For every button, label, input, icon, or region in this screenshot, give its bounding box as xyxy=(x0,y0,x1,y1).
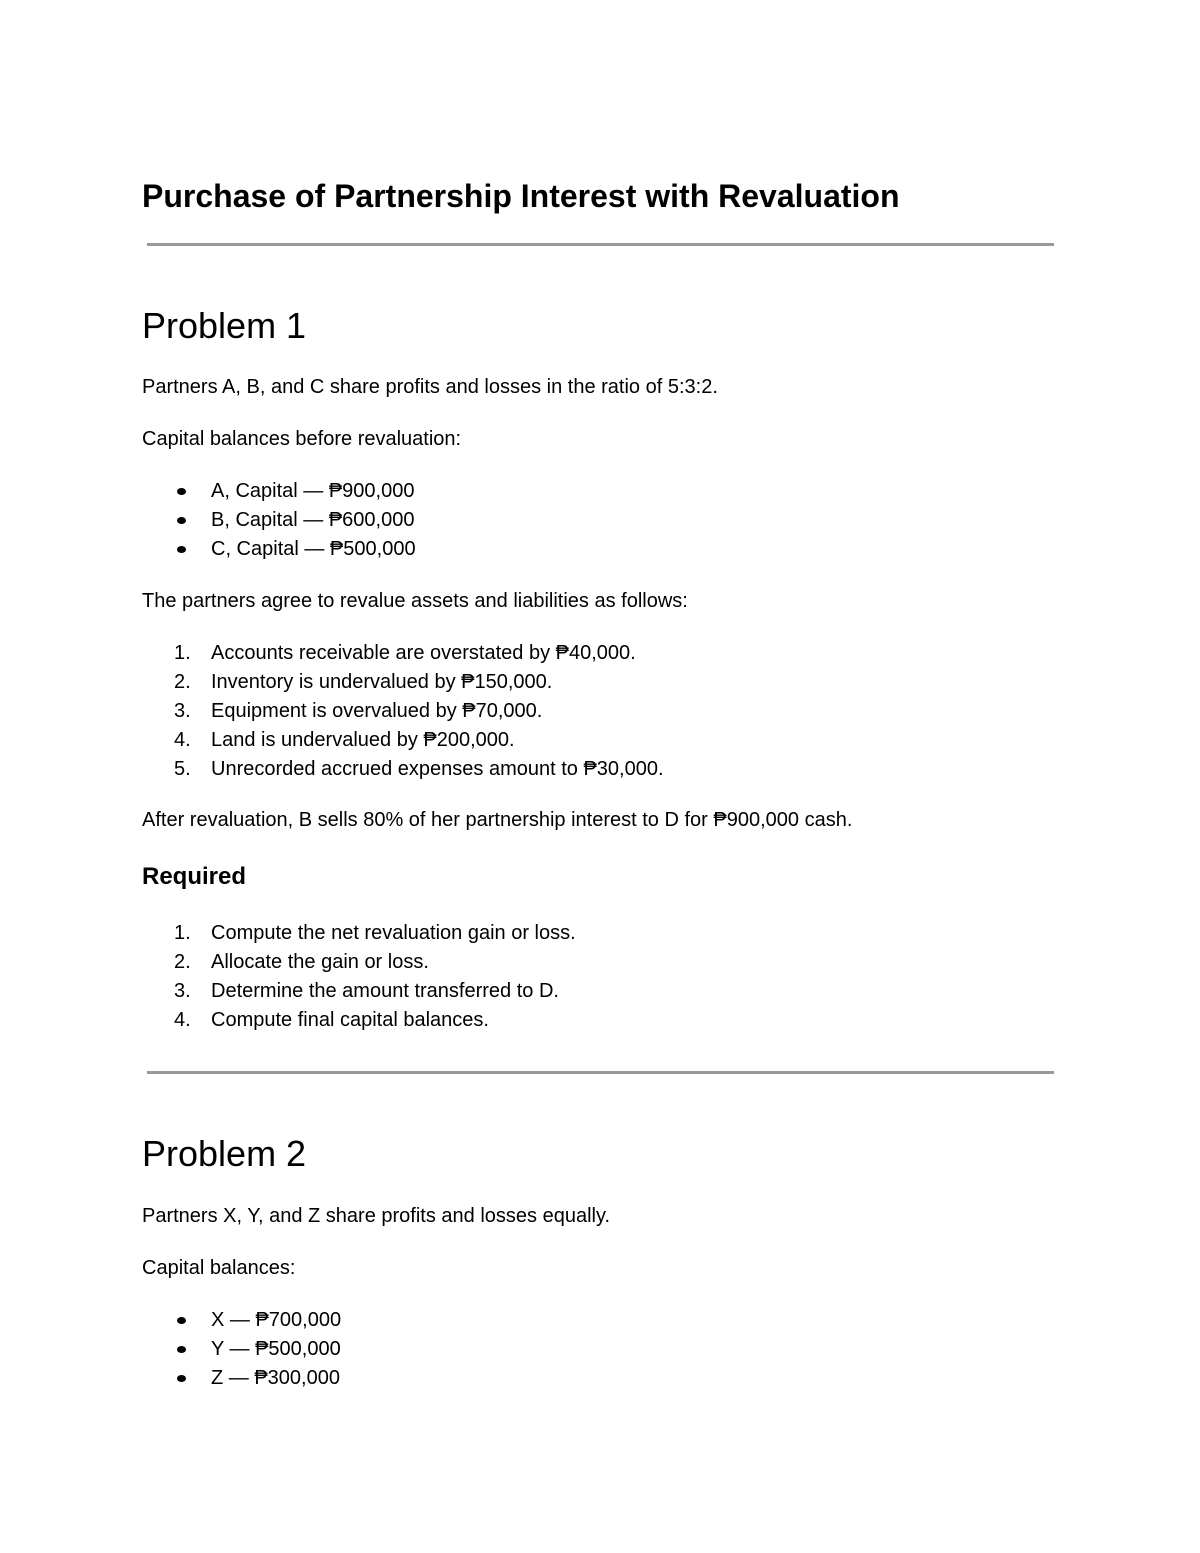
list-number: 4. xyxy=(174,1009,191,1031)
list-item xyxy=(142,699,664,728)
horizontal-divider xyxy=(147,243,1054,246)
list-item xyxy=(142,537,416,566)
bullet-icon xyxy=(177,488,186,495)
problem-1-revalue-intro: The partners agree to revalue assets and liabilities as follows: xyxy=(142,590,688,612)
list-item-text: Compute the net revaluation gain or loss. xyxy=(211,922,576,944)
required-heading: Required xyxy=(142,863,247,890)
list-item-text: Land is undervalued by ₱200,000. xyxy=(211,729,515,751)
list-number: 3. xyxy=(174,980,191,1002)
list-number: 2. xyxy=(174,671,191,693)
list-item xyxy=(142,1366,341,1395)
list-item-text: C, Capital — ₱500,000 xyxy=(211,538,416,560)
list-number: 4. xyxy=(174,729,191,751)
problem-1-intro: Partners A, B, and C share profits and losses in the ratio of 5:3:2. xyxy=(142,376,718,398)
problem-1-required-list xyxy=(142,921,576,1037)
problem-1-revaluation-list xyxy=(142,641,664,786)
problem-1-sale-text: After revaluation, B sells 80% of her partnership interest to D for ₱900,000 cash. xyxy=(142,809,853,831)
list-item xyxy=(142,479,416,508)
problem-2-intro: Partners X, Y, and Z share profits and losses equally. xyxy=(142,1205,611,1227)
list-item-text: Accounts receivable are overstated by ₱40,000. xyxy=(211,642,636,664)
problem-1-capital-label: Capital balances before revaluation: xyxy=(142,428,462,450)
bullet-icon xyxy=(177,517,186,524)
problem-2-capital-label: Capital balances: xyxy=(142,1257,296,1279)
list-item-text: B, Capital — ₱600,000 xyxy=(211,509,415,531)
problem-2-capital-list xyxy=(142,1308,341,1395)
list-number: 1. xyxy=(174,642,191,664)
list-item-text: Compute final capital balances. xyxy=(211,1009,489,1031)
list-item xyxy=(142,728,664,757)
list-item-text: Z — ₱300,000 xyxy=(211,1367,340,1389)
list-item-text: A, Capital — ₱900,000 xyxy=(211,480,415,502)
list-item-text: Equipment is overvalued by ₱70,000. xyxy=(211,700,543,722)
list-item xyxy=(142,1337,341,1366)
document-title: Purchase of Partnership Interest with Revaluation xyxy=(142,178,900,214)
list-item-text: Y — ₱500,000 xyxy=(211,1338,341,1360)
bullet-icon xyxy=(177,1317,186,1324)
list-item-text: Inventory is undervalued by ₱150,000. xyxy=(211,671,553,693)
list-item xyxy=(142,757,664,786)
list-number: 2. xyxy=(174,951,191,973)
list-item xyxy=(142,921,576,950)
bullet-icon xyxy=(177,1375,186,1382)
list-item xyxy=(142,1008,576,1037)
list-item-text: Determine the amount transferred to D. xyxy=(211,980,559,1002)
list-item xyxy=(142,979,576,1008)
list-item-text: Allocate the gain or loss. xyxy=(211,951,429,973)
bullet-icon xyxy=(177,546,186,553)
problem-1-capital-list xyxy=(142,479,416,566)
problem-2-heading: Problem 2 xyxy=(142,1133,307,1174)
list-number: 1. xyxy=(174,922,191,944)
list-number: 3. xyxy=(174,700,191,722)
list-item xyxy=(142,950,576,979)
bullet-icon xyxy=(177,1346,186,1353)
horizontal-divider xyxy=(147,1071,1054,1074)
list-number: 5. xyxy=(174,758,191,780)
list-item xyxy=(142,670,664,699)
problem-1-heading: Problem 1 xyxy=(142,305,307,346)
list-item xyxy=(142,508,416,537)
list-item xyxy=(142,1308,341,1337)
list-item xyxy=(142,641,664,670)
list-item-text: X — ₱700,000 xyxy=(211,1309,342,1331)
list-item-text: Unrecorded accrued expenses amount to ₱30,000. xyxy=(211,758,664,780)
